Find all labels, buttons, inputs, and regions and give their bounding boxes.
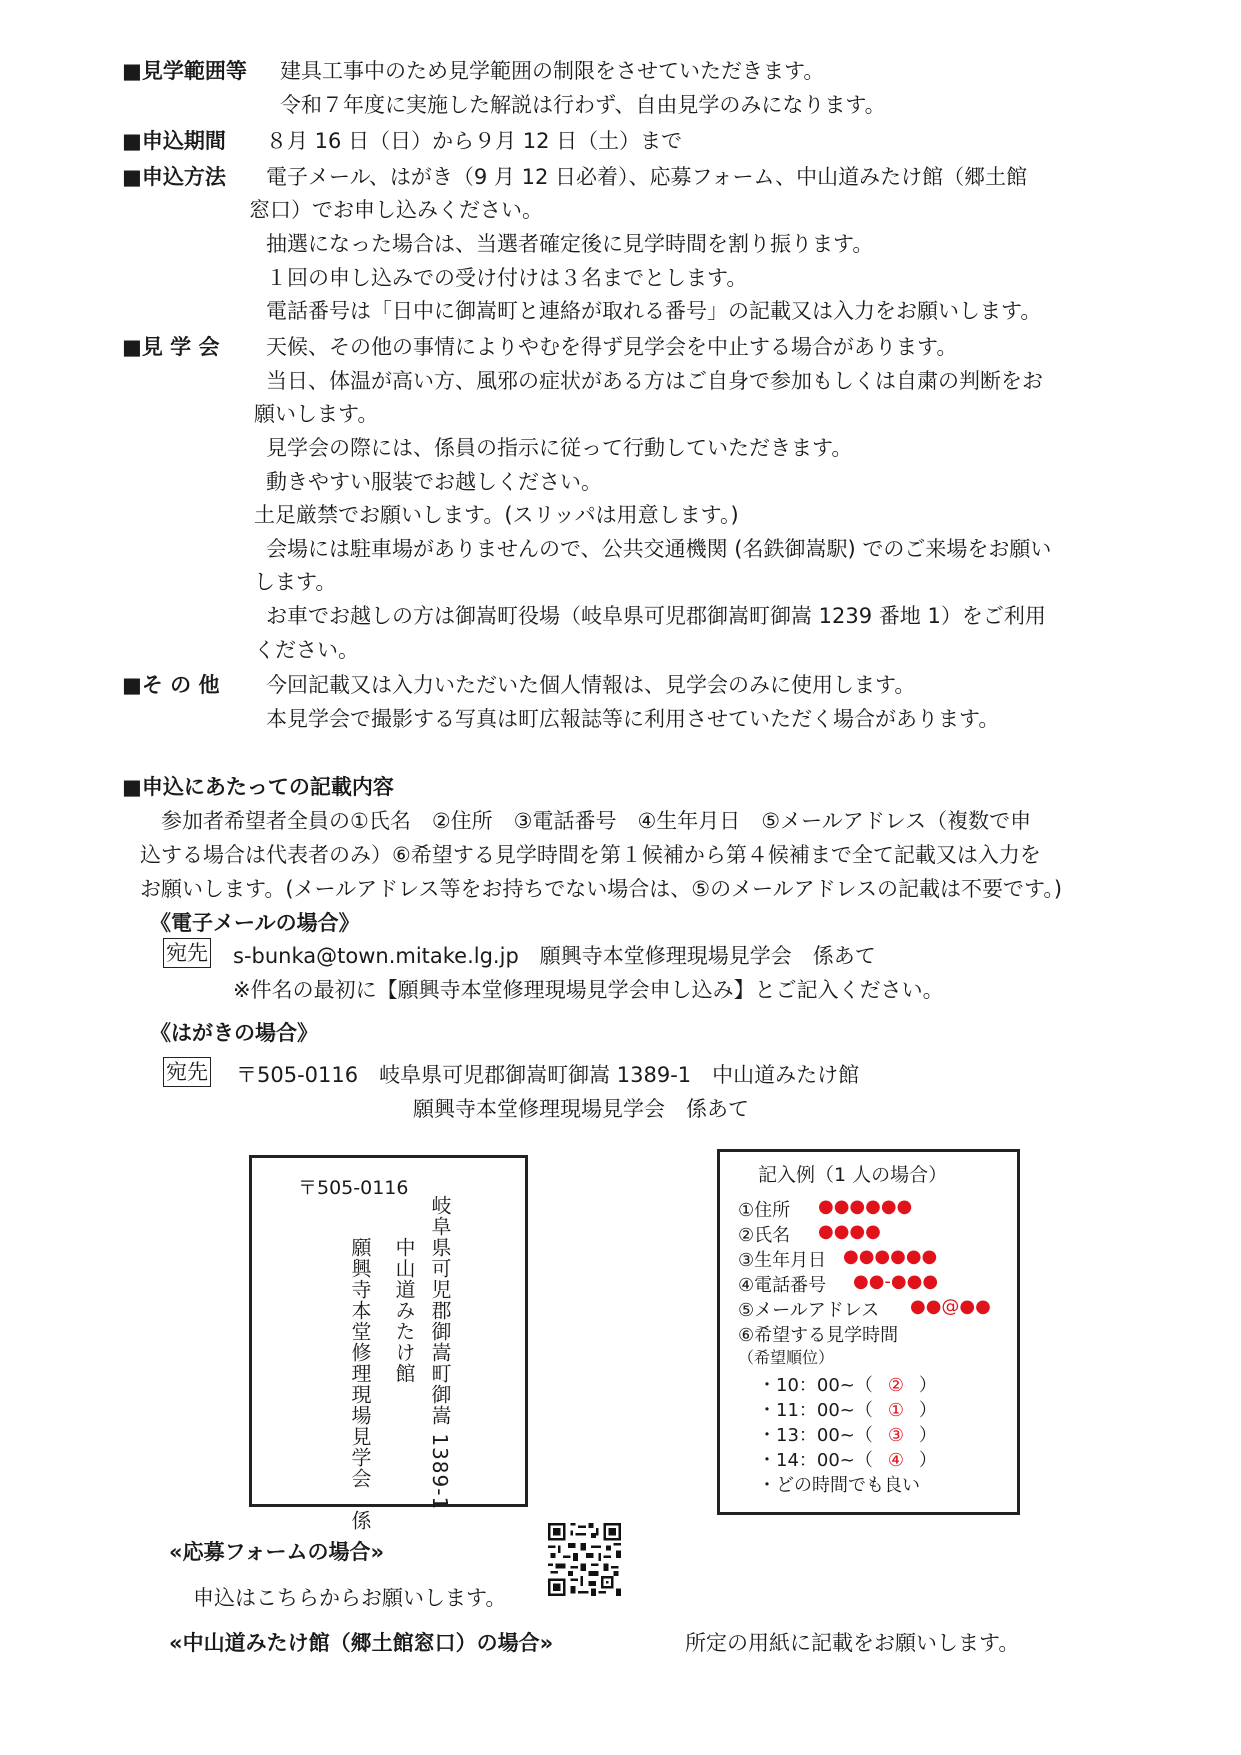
email-label-box: 宛先	[163, 938, 211, 968]
kyodokan-heading: «中山道みたけ館（郷土館窓口）の場合»	[169, 1631, 554, 1655]
envelope-postal: 〒505-0116	[298, 1177, 409, 1199]
text-line: 天候、その他の事情によりやむを得ず見学会を中止する場合があります。	[266, 335, 958, 359]
hagaki-address-line: 〒505-0116 岐阜県可児郡御嵩町御嵩 1389-1 中山道みたけ館	[236, 1063, 860, 1087]
text-line: 見学会の際には、係員の指示に従って行動していただきます。	[266, 436, 853, 460]
text-line: 今回記載又は入力いただいた個人情報は、見学会のみに使用します。	[266, 673, 916, 697]
qr-code-icon[interactable]	[548, 1523, 621, 1596]
example-title: 記入例（1 人の場合）	[758, 1164, 948, 1186]
example-time-label: ・11：00~（	[758, 1400, 873, 1421]
email-heading: 《電子メールの場合》	[150, 911, 360, 935]
hagaki-label-box: 宛先	[163, 1057, 211, 1087]
text-line: 会場には駐車場がありませんので、公共交通機関 (名鉄御嵩駅) でのご来場をお願い	[266, 537, 1052, 561]
hagaki-address-line2: 願興寺本堂修理現場見学会 係あて	[413, 1097, 749, 1121]
text-line: 込する場合は代表者のみ）⑥希望する見学時間を第１候補から第４候補まで全て記載又は入力を	[140, 843, 1041, 867]
envelope-address: 岐阜県可児郡御嵩町御嵩 1389-1	[428, 1195, 452, 1511]
example-row-label: ④電話番号	[738, 1275, 827, 1296]
example-time-heading: ⑥希望する見学時間	[738, 1325, 899, 1346]
form-text: 申込はこちらからお願いします。	[193, 1586, 507, 1610]
text-line: 本見学会で撮影する写真は町広報誌等に利用させていただく場合があります。	[266, 707, 1000, 731]
example-rank: ③	[887, 1425, 904, 1446]
envelope-recipient: 願興寺本堂修理現場見学会 係	[348, 1237, 372, 1531]
example-time-label: ・10：00~（	[758, 1375, 873, 1396]
example-rank: ④	[887, 1450, 904, 1471]
example-close: ）	[918, 1425, 937, 1446]
text-line: ８月 16 日（日）から９月 12 日（土）まで	[266, 129, 683, 153]
example-dots: ●●@●●	[910, 1296, 991, 1317]
text-line: 令和７年度に実施した解説は行わず、自由見学のみになります。	[280, 93, 886, 117]
example-time-row	[758, 1421, 937, 1447]
example-row-label: ③生年月日	[738, 1250, 827, 1271]
text-line: １回の申し込みでの受け付けは３名までとします。	[266, 266, 748, 290]
section-heading-kengakukai: ■見 学 会	[122, 335, 220, 359]
text-line: 参加者希望者全員の①氏名 ②住所 ③電話番号 ④生年月日 ⑤メールアドレス（複数で申	[161, 809, 1032, 833]
text-line: 建具工事中のため見学範囲の制限をさせていただきます。	[280, 59, 825, 83]
example-row-name	[738, 1221, 881, 1247]
example-close: ）	[918, 1450, 937, 1471]
example-rank: ②	[887, 1375, 904, 1396]
example-time-sub: （希望順位）	[738, 1348, 835, 1367]
section-heading-moshikomi-houhou: ■申込方法	[122, 165, 226, 189]
section-heading-moshikomi-kikan: ■申込期間	[122, 129, 226, 153]
form-heading: «応募フォームの場合»	[169, 1540, 385, 1564]
example-row-label: ①住所	[738, 1200, 791, 1221]
envelope-illustration	[249, 1155, 528, 1531]
text-line: 土足厳禁でお願いします。(スリッパは用意します。)	[254, 503, 739, 527]
example-dots: ●●●●	[818, 1221, 881, 1242]
text-line: ください。	[254, 638, 359, 662]
example-anytime: ・どの時間でも良い	[758, 1475, 920, 1496]
text-line: 動きやすい服装でお越しください。	[266, 470, 602, 494]
kyodokan-text: 所定の用紙に記載をお願いします。	[685, 1631, 1020, 1655]
example-row-email	[738, 1296, 991, 1322]
section-heading-kisai: ■申込にあたっての記載内容	[122, 775, 394, 799]
text-line: 窓口）でお申し込みください。	[249, 198, 543, 222]
envelope-facility: 中山道みたけ館	[392, 1237, 416, 1384]
text-line: 願いします。	[254, 402, 379, 426]
example-row-birthday	[738, 1246, 938, 1272]
section-heading-kengaku-hani: ■見学範囲等	[122, 59, 247, 83]
example-row-label: ②氏名	[738, 1225, 791, 1246]
example-time-label: ・13：00~（	[758, 1425, 873, 1446]
example-box	[717, 1149, 1020, 1515]
example-time-row	[758, 1371, 937, 1397]
text-line: お願いします。(メールアドレス等をお持ちでない場合は、⑤のメールアドレスの記載は不要です。)	[140, 877, 1063, 901]
section-heading-sonota: ■そ の 他	[122, 673, 220, 697]
example-dots: ●●●●●●	[843, 1246, 938, 1267]
example-row-phone	[738, 1271, 939, 1297]
example-time-row	[758, 1446, 937, 1472]
example-close: ）	[918, 1400, 937, 1421]
email-note: ※件名の最初に【願興寺本堂修理現場見学会申し込み】とご記入ください。	[233, 978, 944, 1002]
text-line: 電話番号は「日中に御嵩町と連絡が取れる番号」の記載又は入力をお願いします。	[266, 299, 1042, 323]
hagaki-heading: 《はがきの場合》	[150, 1021, 318, 1045]
example-close: ）	[918, 1375, 937, 1396]
example-time-label: ・14：00~（	[758, 1450, 873, 1471]
example-row-label: ⑤メールアドレス	[738, 1300, 880, 1321]
example-dots: ●●-●●●	[853, 1271, 939, 1292]
example-dots: ●●●●●●	[818, 1196, 913, 1217]
text-line: お車でお越しの方は御嵩町役場（岐阜県可児郡御嵩町御嵩 1239 番地 1）をご利用	[266, 604, 1046, 628]
example-rank: ①	[887, 1400, 904, 1421]
text-line: します。	[254, 570, 337, 594]
example-row-address	[738, 1196, 913, 1222]
example-time-row	[758, 1396, 937, 1422]
text-line: 当日、体温が高い方、風邪の症状がある方はご自身で参加もしくは自粛の判断をお	[266, 369, 1043, 393]
text-line: 抽選になった場合は、当選者確定後に見学時間を割り振ります。	[266, 232, 874, 256]
text-line: 電子メール、はがき（9 月 12 日必着）、応募フォーム、中山道みたけ館（郷土館	[266, 165, 1028, 189]
email-address-line[interactable]: s-bunka@town.mitake.lg.jp 願興寺本堂修理現場見学会 係あて	[233, 944, 876, 968]
